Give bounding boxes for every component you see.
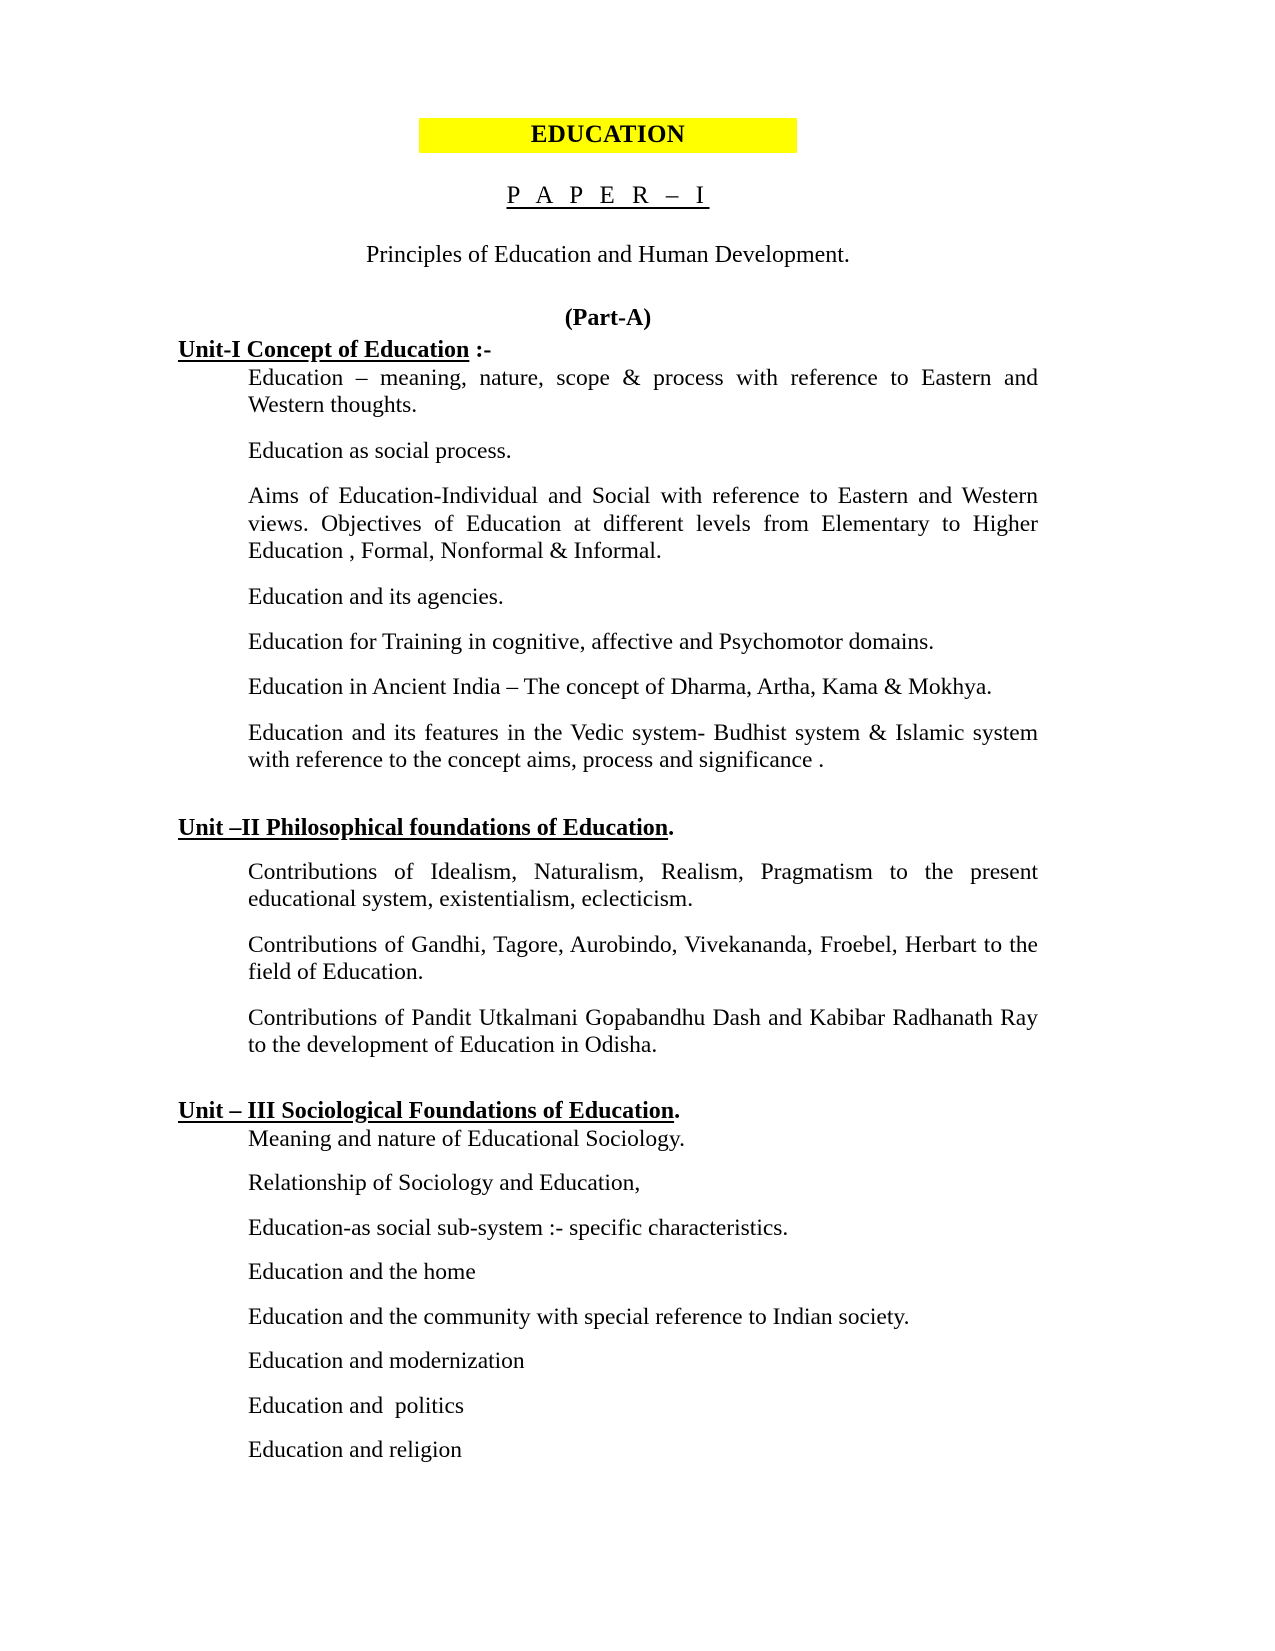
paragraph: Education and its features in the Vedic system- Budhist system & Islamic system with reference to the concept aims, process and significance . <box>248 719 1044 774</box>
unit-heading-1-tail: :- <box>469 336 492 363</box>
paragraph: Meaning and nature of Educational Sociology. <box>248 1125 686 1152</box>
paragraph: Education as social process. <box>248 437 512 464</box>
unit-heading-2-tail: . <box>668 814 675 841</box>
unit-heading-2 <box>178 813 1038 843</box>
paragraph: Education and modernization <box>248 1348 525 1375</box>
document-subtitle: Principles of Education and Human Development. <box>366 242 850 268</box>
unit-heading-3 <box>178 1096 1038 1126</box>
title-container <box>178 118 1038 153</box>
unit-heading-3-underlined: Unit – III Sociological Foundations of Education <box>178 1097 675 1124</box>
paragraph: Education and religion <box>248 1437 463 1464</box>
unit-heading-1-underlined: Unit-I Concept of Education <box>178 336 470 363</box>
paragraph: Relationship of Sociology and Education, <box>248 1170 641 1197</box>
unit-1-body <box>248 364 1044 775</box>
document-content <box>178 118 1044 1465</box>
document-title-highlighted: EDUCATION <box>419 118 798 153</box>
unit-2-body <box>248 858 1044 1060</box>
paragraph: Education and politics <box>248 1392 465 1419</box>
paragraph: Aims of Education-Individual and Social with reference to Eastern and Western views. Objectives of Education at different levels from Elementary to Higher Education , Formal, Nonformal & Informal. <box>248 483 1044 565</box>
unit-heading-3-tail: . <box>674 1097 681 1124</box>
paragraph: Education and its agencies. <box>248 583 504 610</box>
unit-heading-1 <box>178 335 1038 365</box>
paragraph: Education for Training in cognitive, affective and Psychomotor domains. <box>248 628 935 655</box>
paragraph: Education in Ancient India – The concept of Dharma, Artha, Kama & Mokhya. <box>248 674 993 701</box>
paragraph: Education and the community with special reference to Indian society. <box>248 1303 910 1330</box>
paragraph: Education-as social sub-system :- specific characteristics. <box>248 1214 789 1241</box>
part-heading: (Part-A) <box>564 304 652 331</box>
paper-label: P A P E R – I <box>506 182 710 209</box>
paragraph: Contributions of Gandhi, Tagore, Aurobindo, Vivekananda, Froebel, Herbart to the field of Education. <box>248 931 1044 986</box>
unit-3-body <box>248 1126 1038 1465</box>
paper-label-container <box>178 181 1038 211</box>
paragraph: Contributions of Pandit Utkalmani Gopabandhu Dash and Kabibar Radhanath Ray to the development of Education in Odisha. <box>248 1004 1044 1059</box>
paragraph: Education – meaning, nature, scope & process with reference to Eastern and Western thoughts. <box>248 364 1044 419</box>
paragraph: Contributions of Idealism, Naturalism, Realism, Pragmatism to the present educational system, existentialism, eclecticism. <box>248 858 1044 913</box>
unit-heading-2-underlined: Unit –II Philosophical foundations of Education <box>178 814 669 841</box>
paragraph: Education and the home <box>248 1259 476 1286</box>
